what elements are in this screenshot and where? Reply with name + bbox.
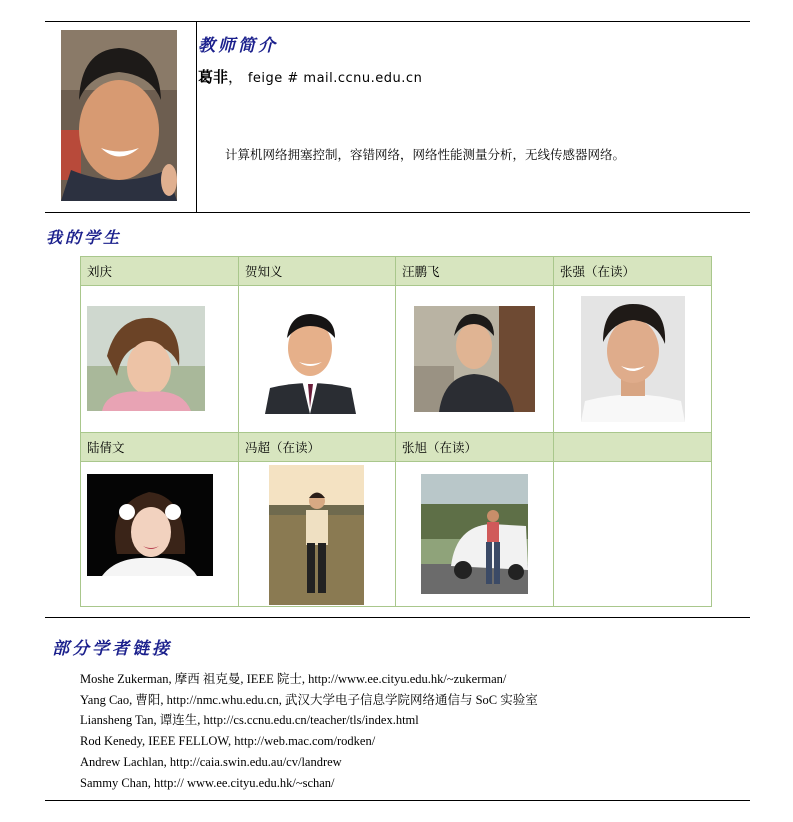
teacher-name: 葛非 <box>198 68 229 86</box>
teacher-photo <box>61 30 177 201</box>
teacher-email: feige # mail.ccnu.edu.cn <box>247 71 423 86</box>
student-name-cell <box>554 433 712 462</box>
student-photo <box>581 296 685 422</box>
student-name-cell: 张强（在读） <box>554 257 712 286</box>
student-photo <box>265 308 356 414</box>
scholar-link[interactable]: Moshe Zukerman, 摩西 祖克曼, IEEE 院士, http://www.ee.cityu.edu.hk/~zukerman/ <box>80 672 507 686</box>
student-photo <box>87 474 213 576</box>
student-photo-cell <box>396 286 554 433</box>
student-name-cell: 贺知义 <box>239 257 396 286</box>
student-photo <box>421 474 528 594</box>
teacher-intro-heading: 教师简介 <box>198 36 278 56</box>
student-name-cell: 张旭（在读） <box>396 433 554 462</box>
name-separator: ， <box>228 68 244 86</box>
scholar-link[interactable]: Rod Kenedy, IEEE FELLOW, http://web.mac.com/rodken/ <box>80 734 376 749</box>
student-photo <box>87 306 205 411</box>
student-photo <box>414 306 535 412</box>
scholar-link[interactable]: Liansheng Tan, 谭连生, http://cs.ccnu.edu.cn/teacher/tls/index.html <box>80 713 419 728</box>
student-name-cell: 汪鹏飞 <box>396 257 554 286</box>
top-rule <box>45 21 750 22</box>
research-interests: 计算机网络拥塞控制，容错网络，网络性能测量分析，无线传感器网络。 <box>225 147 626 162</box>
students-divider <box>45 617 750 618</box>
scholar-links-list <box>80 669 538 793</box>
profile-vertical-divider <box>196 21 197 212</box>
student-photo-cell <box>554 286 712 433</box>
scholar-links-heading: 部分学者链接 <box>52 639 172 659</box>
student-name-cell: 冯超（在读） <box>239 433 396 462</box>
student-empty-cell <box>554 462 712 607</box>
bottom-rule <box>45 800 750 801</box>
student-photo-cell <box>81 286 239 433</box>
students-table <box>80 256 712 607</box>
student-photo-cell <box>396 462 554 607</box>
teacher-name-line <box>198 66 422 87</box>
student-name-cell: 刘庆 <box>81 257 239 286</box>
student-photo-cell <box>81 462 239 607</box>
scholar-link[interactable]: Sammy Chan, http:// www.ee.cityu.edu.hk/~schan/ <box>80 775 335 790</box>
profile-divider <box>45 212 750 213</box>
student-photo <box>269 465 364 605</box>
students-heading: 我的学生 <box>46 228 123 247</box>
student-photo-cell <box>239 286 396 433</box>
student-photo-cell <box>239 462 396 607</box>
scholar-link[interactable]: Andrew Lachlan, http://caia.swin.edu.au/cv/landrew <box>80 754 342 769</box>
student-name-cell: 陆倩文 <box>81 433 239 462</box>
scholar-link[interactable]: Yang Cao, 曹阳, http://nmc.whu.edu.cn, 武汉大学电子信息学院网络通信与 SoC 实验室 <box>80 692 538 707</box>
